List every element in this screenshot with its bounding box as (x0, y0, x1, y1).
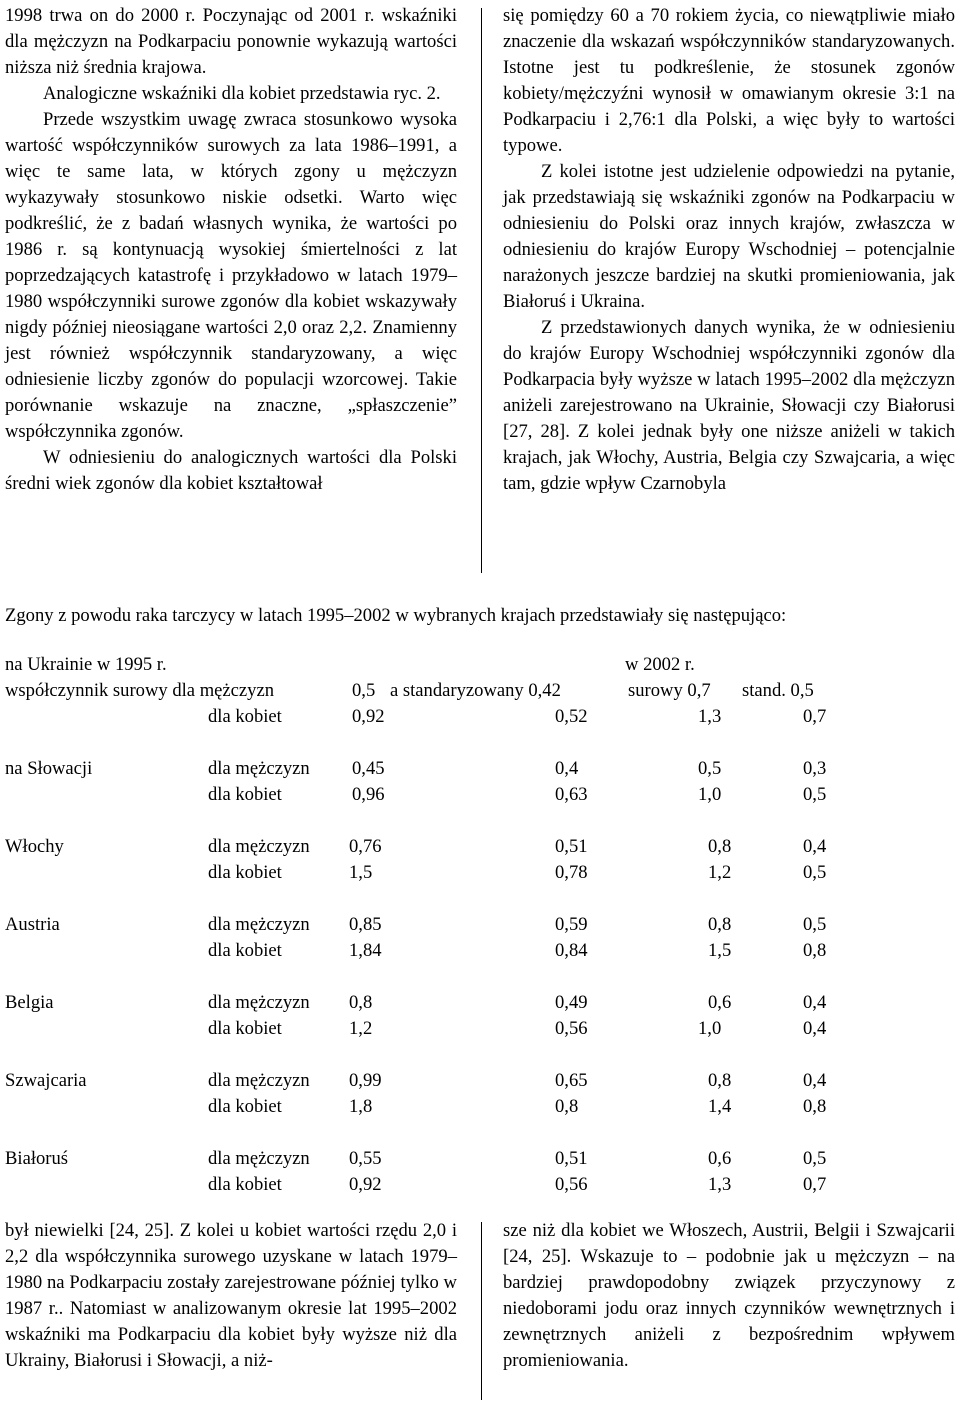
table-row (0, 756, 960, 782)
group-cell: dla kobiet (208, 1096, 282, 1117)
value-cell: 0,59 (555, 914, 588, 935)
paragraph: sze niż dla kobiet we Włoszech, Austrii, Belgii i Szwajcarii [24, 25]. Wskazuje to – podobnie jak u mężczyzn – na bardziej prawdopodobny związek przyczynowy z niedoborami jodu oraz innych czynników wewnętrznych i zewnętrznych aniżeli z bezpośrednim wpływem promieniowania. (503, 1220, 955, 1371)
value-cell: 1,3 (698, 706, 722, 727)
paragraph: Z przedstawionych danych wynika, że w odniesieniu do krajów Europy Wschodniej współczynniki zgonów dla Podkarpacia były wyższe w latach 1995–2002 dla mężczyzn aniżeli zarejestrowano na Ukrainie, Słowacji czy Białorusi [27, 28]. Z kolei jednak były one niższe aniżeli w takich krajach, jak Włochy, Austria, Belgia czy Szwajcaria, a więc tam, gdzie wpływ Czarnobyla (503, 317, 955, 494)
table-row (0, 678, 960, 704)
value-cell: 0,92 (352, 706, 385, 727)
table-row (0, 860, 960, 886)
text-column-bottom-left (5, 1218, 457, 1374)
value-cell: surowy 0,7 (628, 680, 711, 701)
value-cell: 0,56 (555, 1018, 588, 1039)
paragraph: Przede wszystkim uwagę zwraca stosunkowo wysoka wartość współczynników surowych za lata 1986–1991, a więc te same lata, w których zgony u mężczyzn wykazywały stosunkowo niskie odsetki. Warto więc podkreślić, że z badań własnych wynika, że wartości po 1986 r. są kontynuacją wysokiej śmiertelności z lat poprzedzających katastrofę i przykładowo w latach 1979–1980 współczynniki surowe zgonów dla kobiet wskazywały nigdy później nieosiągane wartości 2,0 oraz 2,2. Znamienny jest również współczynnik standaryzowany, a więc odniesienie liczby zgonów do populacji wzorcowej. Takie porównanie wskazuje na znaczne, „spłaszczenie” współczynnika zgonów. (5, 109, 457, 442)
thyroid-cancer-table (0, 652, 960, 1198)
value-cell: 0,92 (349, 1174, 382, 1195)
value-cell: stand. 0,5 (742, 680, 814, 701)
value-cell: 0,84 (555, 940, 588, 961)
table-row (0, 938, 960, 964)
text-column-top-right (503, 3, 955, 497)
group-cell: dla mężczyzn (208, 836, 310, 857)
country-cell: Belgia (5, 992, 54, 1013)
value-cell: 0,51 (555, 836, 588, 857)
group-cell: dla mężczyzn (208, 1070, 310, 1091)
country-cell: Włochy (5, 836, 64, 857)
value-cell: 0,7 (803, 706, 827, 727)
value-cell: 0,78 (555, 862, 588, 883)
group-cell: dla mężczyzn (208, 758, 310, 779)
value-cell: 0,8 (349, 992, 373, 1013)
group-cell: dla kobiet (208, 1174, 282, 1195)
table-row (0, 704, 960, 730)
value-cell: 0,4 (555, 758, 579, 779)
country-cell: na Słowacji (5, 758, 93, 779)
value-cell: 1,0 (698, 784, 722, 805)
column-divider (481, 8, 482, 573)
table-row (0, 834, 960, 860)
country-cell: Austria (5, 914, 60, 935)
value-cell: 1,3 (708, 1174, 732, 1195)
value-cell: 0,4 (803, 1018, 827, 1039)
value-cell: a standaryzowany 0,42 (390, 680, 561, 701)
paragraph: Z kolei istotne jest udzielenie odpowiedzi na pytanie, jak przedstawiają się wskaźniki zgonów na Podkarpaciu w odniesieniu do Polski oraz innych krajów, zwłaszcza w odniesieniu do krajów Europy Wschodniej – potencjalnie narażonych jeszcze bardziej na skutki promieniowania, jak Białoruś i Ukraina. (503, 161, 955, 312)
paragraph: był niewielki [24, 25]. Z kolei u kobiet wartości rzędu 2,0 i 2,2 dla współczynnika surowego uzyskane w latach 1979–1980 na Podkarpaciu zostały zarejestrowane później tylko w 1987 r.. Natomiast w analizowanym okresie lat 1995–2002 wskaźniki ma Podkarpaciu dla kobiet były wyższe niż dla Ukrainy, Białorusi i Słowacji, a niż- (5, 1220, 457, 1371)
year-cell: w 2002 r. (625, 654, 695, 675)
value-cell: 0,5 (803, 784, 827, 805)
value-cell: 1,2 (708, 862, 732, 883)
table-row (0, 1068, 960, 1094)
value-cell: 0,6 (708, 1148, 732, 1169)
value-cell: 1,84 (349, 940, 382, 961)
value-cell: 0,56 (555, 1174, 588, 1195)
paragraph: 1998 trwa on do 2000 r. Poczynając od 2001 r. wskaźniki dla mężczyzn na Podkarpaciu ponownie wykazują wartości niższa niż średnia krajowa. (5, 5, 457, 78)
value-cell: 0,52 (555, 706, 588, 727)
value-cell: 0,99 (349, 1070, 382, 1091)
value-cell: 0,8 (555, 1096, 579, 1117)
value-cell: 0,6 (708, 992, 732, 1013)
value-cell: 0,55 (349, 1148, 382, 1169)
value-cell: 0,49 (555, 992, 588, 1013)
value-cell: 0,3 (803, 758, 827, 779)
group-cell: dla kobiet (208, 706, 282, 727)
value-cell: 0,51 (555, 1148, 588, 1169)
value-cell: 0,85 (349, 914, 382, 935)
group-cell: dla mężczyzn (208, 992, 310, 1013)
value-cell: 0,5 (698, 758, 722, 779)
value-cell: 0,63 (555, 784, 588, 805)
group-cell: współczynnik surowy dla mężczyzn (5, 680, 275, 701)
value-cell: 1,8 (349, 1096, 373, 1117)
table-row (0, 1094, 960, 1120)
value-cell: 0,5 (803, 862, 827, 883)
value-cell: 0,76 (349, 836, 382, 857)
table-row (0, 652, 960, 678)
value-cell: 1,5 (349, 862, 373, 883)
value-cell: 0,8 (803, 1096, 827, 1117)
value-cell: 0,65 (555, 1070, 588, 1091)
table-row (0, 1172, 960, 1198)
value-cell: 0,8 (708, 836, 732, 857)
group-cell: dla kobiet (208, 940, 282, 961)
country-cell: na Ukrainie w 1995 r. (5, 654, 167, 675)
group-cell: dla mężczyzn (208, 1148, 310, 1169)
value-cell: 0,4 (803, 992, 827, 1013)
value-cell: 1,0 (698, 1018, 722, 1039)
value-cell: 0,96 (352, 784, 385, 805)
value-cell: 1,5 (708, 940, 732, 961)
table-row (0, 1016, 960, 1042)
value-cell: 0,5 (803, 914, 827, 935)
value-cell: 0,45 (352, 758, 385, 779)
country-cell: Białoruś (5, 1148, 69, 1169)
group-cell: dla kobiet (208, 1018, 282, 1039)
table-row (0, 990, 960, 1016)
group-cell: dla kobiet (208, 784, 282, 805)
value-cell: 0,4 (803, 836, 827, 857)
table-row (0, 1146, 960, 1172)
paragraph: się pomiędzy 60 a 70 rokiem życia, co niewątpliwie miało znaczenie dla wskazań współczynników standaryzowanych. Istotne jest tu podkreślenie, że stosunek zgonów kobiety/mężczyźni wynosił w omawianym okresie 3:1 na Podkarpaciu i 2,76:1 dla Polski, a więc były to wartości typowe. (503, 5, 955, 156)
value-cell: 0,8 (803, 940, 827, 961)
group-cell: dla kobiet (208, 862, 282, 883)
value-cell: 0,7 (803, 1174, 827, 1195)
value-cell: 0,8 (708, 914, 732, 935)
paragraph: Analogiczne wskaźniki dla kobiet przedstawia ryc. 2. (43, 83, 441, 104)
table-row (0, 782, 960, 808)
group-cell: dla mężczyzn (208, 914, 310, 935)
text-column-top-left (5, 3, 457, 497)
value-cell: 0,8 (708, 1070, 732, 1091)
value-cell: 0,5 (803, 1148, 827, 1169)
value-cell: 1,2 (349, 1018, 373, 1039)
value-cell: 0,5 (352, 680, 376, 701)
table-heading: Zgony z powodu raka tarczycy w latach 1995–2002 w wybranych krajach przedstawiały się następująco: (5, 605, 787, 626)
table-row (0, 912, 960, 938)
paragraph: W odniesieniu do analogicznych wartości dla Polski średni wiek zgonów dla kobiet kształtował (5, 447, 457, 494)
country-cell: Szwajcaria (5, 1070, 87, 1091)
column-divider (481, 1222, 482, 1400)
value-cell: 0,4 (803, 1070, 827, 1091)
text-column-bottom-right (503, 1218, 955, 1374)
value-cell: 1,4 (708, 1096, 732, 1117)
